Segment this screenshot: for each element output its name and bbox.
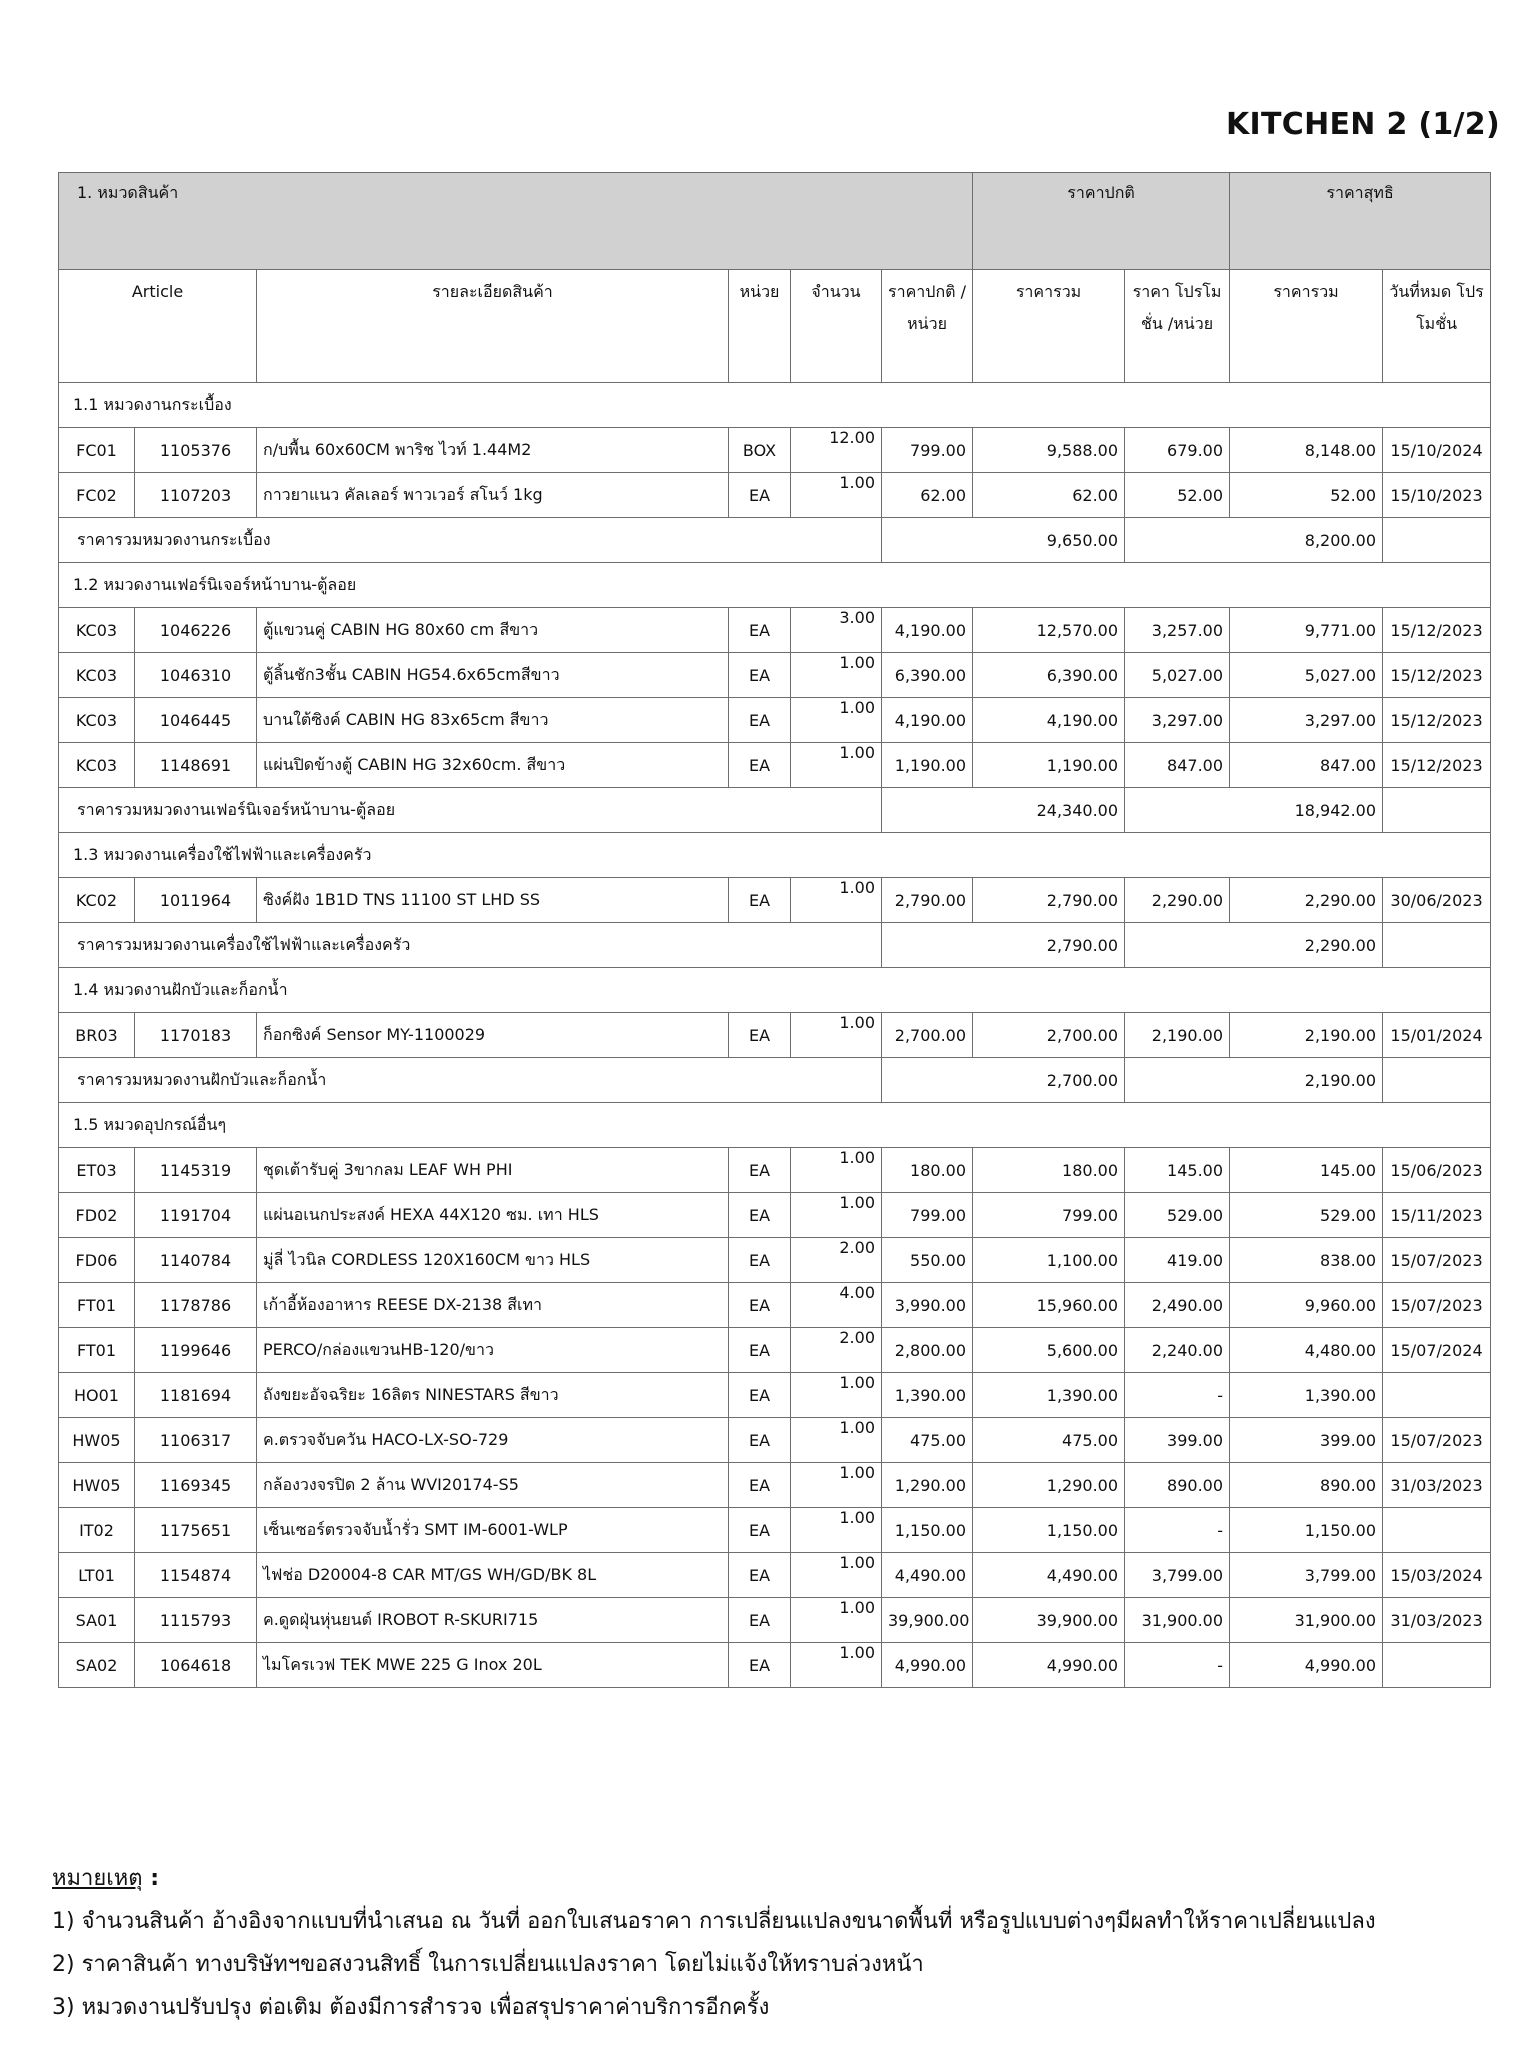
item-detail: ก็อกซิงค์ Sensor MY-1100029: [257, 1013, 729, 1058]
item-total: 1,100.00: [973, 1238, 1125, 1283]
item-net-total: 529.00: [1230, 1193, 1383, 1238]
item-article: 1046310: [135, 653, 257, 698]
subtotal-normal: 2,790.00: [882, 923, 1125, 968]
item-promo-price: -: [1125, 1373, 1230, 1418]
item-total: 1,290.00: [973, 1463, 1125, 1508]
col-net-total-header: ราคารวม: [1230, 270, 1383, 383]
item-detail: ชุดเต้ารับคู่ 3ขากลม LEAF WH PHI: [257, 1148, 729, 1193]
item-code: FD06: [59, 1238, 135, 1283]
item-detail: ตู้ลิ้นชัก3ชั้น CABIN HG54.6x65cmสีขาว: [257, 653, 729, 698]
note-line: 3) หมวดงานปรับปรุง ต่อเติม ต้องมีการสำรวจ เพื่อสรุปราคาค่าบริการอีกครั้ง: [52, 1995, 770, 2020]
item-unit-price: 4,990.00: [882, 1643, 973, 1688]
section-title: 1.5 หมวดอุปกรณ์อื่นๆ: [59, 1103, 1491, 1148]
item-qty: 1.00: [791, 878, 882, 923]
item-article: 1191704: [135, 1193, 257, 1238]
item-promo-end: 15/10/2023: [1383, 473, 1491, 518]
subtotal-empty: [1383, 788, 1491, 833]
notes-title: หมายเหตุ: [52, 1866, 143, 1891]
subtotal-normal: 9,650.00: [882, 518, 1125, 563]
col-unit-header: หน่วย: [729, 270, 791, 383]
item-promo-end: [1383, 1508, 1491, 1553]
item-article: 1115793: [135, 1598, 257, 1643]
item-article: 1107203: [135, 473, 257, 518]
item-code: KC03: [59, 698, 135, 743]
table-row: [59, 1463, 1491, 1508]
item-promo-end: [1383, 1373, 1491, 1418]
item-unit: EA: [729, 1283, 791, 1328]
item-total: 1,190.00: [973, 743, 1125, 788]
item-qty: 4.00: [791, 1283, 882, 1328]
item-net-total: 2,290.00: [1230, 878, 1383, 923]
item-detail: ถังขยะอัจฉริยะ 16ลิตร NINESTARS สีขาว: [257, 1373, 729, 1418]
item-detail: เก้าอี้ห้องอาหาร REESE DX-2138 สีเทา: [257, 1283, 729, 1328]
item-unit: EA: [729, 608, 791, 653]
item-unit-price: 4,190.00: [882, 608, 973, 653]
item-article: 1064618: [135, 1643, 257, 1688]
table-row: [59, 653, 1491, 698]
item-net-total: 8,148.00: [1230, 428, 1383, 473]
item-total: 15,960.00: [973, 1283, 1125, 1328]
item-promo-end: 15/03/2024: [1383, 1553, 1491, 1598]
item-promo-end: 15/07/2024: [1383, 1328, 1491, 1373]
item-code: BR03: [59, 1013, 135, 1058]
item-net-total: 2,190.00: [1230, 1013, 1383, 1058]
subtotal-label: ราคารวมหมวดงานฝักบัวและก็อกน้ำ: [59, 1058, 882, 1103]
item-unit: EA: [729, 1328, 791, 1373]
item-promo-price: 2,240.00: [1125, 1328, 1230, 1373]
subtotal-net: 2,290.00: [1125, 923, 1383, 968]
table-row: [59, 1328, 1491, 1373]
subtotal-empty: [1383, 1058, 1491, 1103]
item-net-total: 9,771.00: [1230, 608, 1383, 653]
item-detail: แผ่นปิดข้างตู้ CABIN HG 32x60cm. สีขาว: [257, 743, 729, 788]
table-row: [59, 1148, 1491, 1193]
item-article: 1145319: [135, 1148, 257, 1193]
item-code: FC01: [59, 428, 135, 473]
section-header-row: [59, 1103, 1491, 1148]
item-net-total: 1,150.00: [1230, 1508, 1383, 1553]
item-unit: EA: [729, 1418, 791, 1463]
table-row: [59, 698, 1491, 743]
item-net-total: 145.00: [1230, 1148, 1383, 1193]
col-promo-price-header: ราคา โปรโมชั่น /หน่วย: [1125, 270, 1230, 383]
page-title: KITCHEN 2 (1/2): [1226, 107, 1500, 142]
item-total: 4,190.00: [973, 698, 1125, 743]
item-unit-price: 799.00: [882, 428, 973, 473]
item-code: SA02: [59, 1643, 135, 1688]
table-row: [59, 1238, 1491, 1283]
subtotal-net: 2,190.00: [1125, 1058, 1383, 1103]
item-unit-price: 1,290.00: [882, 1463, 973, 1508]
item-promo-price: 5,027.00: [1125, 653, 1230, 698]
subtotal-net: 8,200.00: [1125, 518, 1383, 563]
item-total: 2,790.00: [973, 878, 1125, 923]
section-title: 1.2 หมวดงานเฟอร์นิเจอร์หน้าบาน-ตู้ลอย: [59, 563, 1491, 608]
item-promo-price: 3,257.00: [1125, 608, 1230, 653]
item-total: 4,990.00: [973, 1643, 1125, 1688]
table-row: [59, 1643, 1491, 1688]
section-header-row: [59, 833, 1491, 878]
item-unit-price: 1,390.00: [882, 1373, 973, 1418]
item-promo-price: 2,290.00: [1125, 878, 1230, 923]
item-qty: 1.00: [791, 1643, 882, 1688]
subtotal-label: ราคารวมหมวดงานเครื่องใช้ไฟฟ้าและเครื่องครัว: [59, 923, 882, 968]
col-qty-header: จำนวน: [791, 270, 882, 383]
section-title: 1.1 หมวดงานกระเบื้อง: [59, 383, 1491, 428]
item-code: HW05: [59, 1418, 135, 1463]
item-qty: 1.00: [791, 653, 882, 698]
item-qty: 1.00: [791, 1148, 882, 1193]
item-total: 1,150.00: [973, 1508, 1125, 1553]
item-promo-end: 15/12/2023: [1383, 608, 1491, 653]
item-promo-end: 15/01/2024: [1383, 1013, 1491, 1058]
item-total: 39,900.00: [973, 1598, 1125, 1643]
col-article-header: Article: [59, 270, 257, 383]
item-promo-price: 145.00: [1125, 1148, 1230, 1193]
item-detail: ซิงค์ฝัง 1B1D TNS 11100 ST LHD SS: [257, 878, 729, 923]
item-net-total: 9,960.00: [1230, 1283, 1383, 1328]
item-promo-end: 15/07/2023: [1383, 1418, 1491, 1463]
item-code: LT01: [59, 1553, 135, 1598]
item-total: 9,588.00: [973, 428, 1125, 473]
item-promo-price: 31,900.00: [1125, 1598, 1230, 1643]
item-promo-end: 15/12/2023: [1383, 698, 1491, 743]
item-unit: EA: [729, 1193, 791, 1238]
table-row: [59, 1373, 1491, 1418]
item-code: KC03: [59, 743, 135, 788]
item-total: 2,700.00: [973, 1013, 1125, 1058]
item-article: 1046445: [135, 698, 257, 743]
section-header-row: [59, 968, 1491, 1013]
section-title: 1.3 หมวดงานเครื่องใช้ไฟฟ้าและเครื่องครัว: [59, 833, 1491, 878]
item-promo-price: 399.00: [1125, 1418, 1230, 1463]
item-code: KC02: [59, 878, 135, 923]
item-net-total: 52.00: [1230, 473, 1383, 518]
net-price-header: ราคาสุทธิ: [1230, 173, 1491, 270]
item-total: 4,490.00: [973, 1553, 1125, 1598]
item-detail: ไมโครเวฟ TEK MWE 225 G Inox 20L: [257, 1643, 729, 1688]
item-code: FT01: [59, 1328, 135, 1373]
subtotal-normal: 24,340.00: [882, 788, 1125, 833]
section-header-row: [59, 563, 1491, 608]
col-unit-price-header: ราคาปกติ /หน่วย: [882, 270, 973, 383]
item-net-total: 3,799.00: [1230, 1553, 1383, 1598]
item-promo-price: 529.00: [1125, 1193, 1230, 1238]
table-row: [59, 1508, 1491, 1553]
item-qty: 2.00: [791, 1328, 882, 1373]
item-article: 1154874: [135, 1553, 257, 1598]
item-net-total: 31,900.00: [1230, 1598, 1383, 1643]
item-code: FD02: [59, 1193, 135, 1238]
item-unit: BOX: [729, 428, 791, 473]
item-detail: ไฟช่อ D20004-8 CAR MT/GS WH/GD/BK 8L: [257, 1553, 729, 1598]
table-row: [59, 743, 1491, 788]
item-detail: บานใต้ซิงค์ CABIN HG 83x65cm สีขาว: [257, 698, 729, 743]
item-unit-price: 6,390.00: [882, 653, 973, 698]
item-article: 1105376: [135, 428, 257, 473]
table-row: [59, 1598, 1491, 1643]
item-promo-price: 2,490.00: [1125, 1283, 1230, 1328]
item-detail: แผ่นอเนกประสงค์ HEXA 44X120 ซม. เทา HLS: [257, 1193, 729, 1238]
item-unit: EA: [729, 1373, 791, 1418]
item-unit-price: 1,190.00: [882, 743, 973, 788]
subtotal-empty: [1383, 923, 1491, 968]
item-unit: EA: [729, 1598, 791, 1643]
item-unit-price: 799.00: [882, 1193, 973, 1238]
item-promo-end: 15/06/2023: [1383, 1148, 1491, 1193]
item-unit: EA: [729, 653, 791, 698]
item-promo-end: 15/07/2023: [1383, 1238, 1491, 1283]
item-net-total: 4,990.00: [1230, 1643, 1383, 1688]
item-unit-price: 4,190.00: [882, 698, 973, 743]
table-header-row: [59, 270, 1491, 383]
item-code: SA01: [59, 1598, 135, 1643]
item-article: 1046226: [135, 608, 257, 653]
item-qty: 1.00: [791, 1553, 882, 1598]
table-row: [59, 428, 1491, 473]
item-code: IT02: [59, 1508, 135, 1553]
item-net-total: 3,297.00: [1230, 698, 1383, 743]
item-promo-price: 679.00: [1125, 428, 1230, 473]
item-qty: 1.00: [791, 1463, 882, 1508]
item-promo-price: 847.00: [1125, 743, 1230, 788]
table-row: [59, 1553, 1491, 1598]
item-promo-price: -: [1125, 1508, 1230, 1553]
item-unit: EA: [729, 743, 791, 788]
table-row: [59, 608, 1491, 653]
item-detail: ค.ดูดฝุ่นหุ่นยนต์ IROBOT R-SKURI715: [257, 1598, 729, 1643]
col-promo-end-header: วันที่หมด โปรโมชั่น: [1383, 270, 1491, 383]
item-unit-price: 62.00: [882, 473, 973, 518]
item-unit: EA: [729, 1508, 791, 1553]
table-row: [59, 1013, 1491, 1058]
item-unit: EA: [729, 1013, 791, 1058]
notes: [52, 1857, 1502, 2029]
subtotal-row: [59, 788, 1491, 833]
subtotal-row: [59, 923, 1491, 968]
item-code: FC02: [59, 473, 135, 518]
item-qty: 1.00: [791, 1013, 882, 1058]
section-title: 1.4 หมวดงานฝักบัวและก็อกน้ำ: [59, 968, 1491, 1013]
item-qty: 1.00: [791, 473, 882, 518]
table-row: [59, 1418, 1491, 1463]
subtotal-empty: [1383, 518, 1491, 563]
item-unit: EA: [729, 473, 791, 518]
item-article: 1178786: [135, 1283, 257, 1328]
item-total: 62.00: [973, 473, 1125, 518]
item-detail: ค.ตรวจจับควัน HACO-LX-SO-729: [257, 1418, 729, 1463]
item-qty: 1.00: [791, 1193, 882, 1238]
col-detail-header: รายละเอียดสินค้า: [257, 270, 729, 383]
item-code: HW05: [59, 1463, 135, 1508]
item-article: 1170183: [135, 1013, 257, 1058]
item-total: 1,390.00: [973, 1373, 1125, 1418]
item-article: 1140784: [135, 1238, 257, 1283]
item-net-total: 838.00: [1230, 1238, 1383, 1283]
item-detail: กาวยาแนว คัลเลอร์ พาวเวอร์ สโนว์ 1kg: [257, 473, 729, 518]
item-unit-price: 2,700.00: [882, 1013, 973, 1058]
item-promo-end: 15/12/2023: [1383, 743, 1491, 788]
item-code: KC03: [59, 653, 135, 698]
item-detail: มู่ลี่ ไวนิล CORDLESS 120X160CM ขาว HLS: [257, 1238, 729, 1283]
item-total: 475.00: [973, 1418, 1125, 1463]
item-qty: 1.00: [791, 698, 882, 743]
item-promo-end: 31/03/2023: [1383, 1463, 1491, 1508]
item-promo-end: [1383, 1643, 1491, 1688]
item-qty: 1.00: [791, 1508, 882, 1553]
item-promo-price: 3,799.00: [1125, 1553, 1230, 1598]
item-unit: EA: [729, 1238, 791, 1283]
item-unit: EA: [729, 1463, 791, 1508]
item-promo-price: 52.00: [1125, 473, 1230, 518]
quotation-table: [58, 172, 1491, 1688]
item-unit: EA: [729, 698, 791, 743]
item-qty: 3.00: [791, 608, 882, 653]
item-promo-end: 15/12/2023: [1383, 653, 1491, 698]
item-detail: ตู้แขวนคู่ CABIN HG 80x60 cm สีขาว: [257, 608, 729, 653]
item-unit-price: 2,790.00: [882, 878, 973, 923]
table-header-group-row: [59, 173, 1491, 270]
item-code: FT01: [59, 1283, 135, 1328]
item-qty: 12.00: [791, 428, 882, 473]
item-article: 1148691: [135, 743, 257, 788]
item-qty: 1.00: [791, 1598, 882, 1643]
subtotal-row: [59, 518, 1491, 563]
item-promo-price: 2,190.00: [1125, 1013, 1230, 1058]
col-total-header: ราคารวม: [973, 270, 1125, 383]
item-unit-price: 180.00: [882, 1148, 973, 1193]
item-detail: ก/บพื้น 60x60CM พาริช ไวท์ 1.44M2: [257, 428, 729, 473]
item-article: 1175651: [135, 1508, 257, 1553]
item-net-total: 847.00: [1230, 743, 1383, 788]
item-code: ET03: [59, 1148, 135, 1193]
item-promo-end: 31/03/2023: [1383, 1598, 1491, 1643]
item-code: KC03: [59, 608, 135, 653]
item-promo-price: 419.00: [1125, 1238, 1230, 1283]
item-net-total: 1,390.00: [1230, 1373, 1383, 1418]
item-unit-price: 475.00: [882, 1418, 973, 1463]
item-promo-end: 15/11/2023: [1383, 1193, 1491, 1238]
item-code: HO01: [59, 1373, 135, 1418]
item-qty: 1.00: [791, 1418, 882, 1463]
item-unit: EA: [729, 1553, 791, 1598]
item-article: 1181694: [135, 1373, 257, 1418]
item-unit: EA: [729, 1643, 791, 1688]
section-header-row: [59, 383, 1491, 428]
note-line: 1) จำนวนสินค้า อ้างอิงจากแบบที่นำเสนอ ณ วันที่ ออกใบเสนอราคา การเปลี่ยนแปลงขนาดพื้นที่ หรือรูปแบบต่างๆมีผลทำให้ราคาเปลี่ยนแปลง: [52, 1909, 1376, 1934]
item-unit-price: 2,800.00: [882, 1328, 973, 1373]
item-net-total: 4,480.00: [1230, 1328, 1383, 1373]
item-promo-price: 890.00: [1125, 1463, 1230, 1508]
notes-heading: [52, 1857, 1502, 1900]
item-unit: EA: [729, 1148, 791, 1193]
item-total: 6,390.00: [973, 653, 1125, 698]
item-total: 12,570.00: [973, 608, 1125, 653]
normal-price-header: ราคาปกติ: [973, 173, 1230, 270]
category-header: 1. หมวดสินค้า: [59, 173, 973, 270]
item-total: 180.00: [973, 1148, 1125, 1193]
item-total: 799.00: [973, 1193, 1125, 1238]
item-unit: EA: [729, 878, 791, 923]
item-qty: 1.00: [791, 743, 882, 788]
subtotal-label: ราคารวมหมวดงานเฟอร์นิเจอร์หน้าบาน-ตู้ลอย: [59, 788, 882, 833]
item-net-total: 890.00: [1230, 1463, 1383, 1508]
table-row: [59, 878, 1491, 923]
item-total: 5,600.00: [973, 1328, 1125, 1373]
table-row: [59, 473, 1491, 518]
item-qty: 1.00: [791, 1373, 882, 1418]
notes-colon: :: [142, 1866, 160, 1891]
item-net-total: 5,027.00: [1230, 653, 1383, 698]
item-promo-end: 15/07/2023: [1383, 1283, 1491, 1328]
item-unit-price: 4,490.00: [882, 1553, 973, 1598]
subtotal-net: 18,942.00: [1125, 788, 1383, 833]
item-unit-price: 3,990.00: [882, 1283, 973, 1328]
note-line: 2) ราคาสินค้า ทางบริษัทฯขอสงวนสิทธิ์ ในการเปลี่ยนแปลงราคา โดยไม่แจ้งให้ทราบล่วงหน้า: [52, 1952, 924, 1977]
item-promo-price: -: [1125, 1643, 1230, 1688]
item-detail: PERCO/กล่องแขวนHB-120/ขาว: [257, 1328, 729, 1373]
item-detail: กล้องวงจรปิด 2 ล้าน WVI20174-S5: [257, 1463, 729, 1508]
subtotal-row: [59, 1058, 1491, 1103]
table-row: [59, 1193, 1491, 1238]
item-article: 1011964: [135, 878, 257, 923]
item-article: 1169345: [135, 1463, 257, 1508]
item-unit-price: 1,150.00: [882, 1508, 973, 1553]
item-unit-price: 39,900.00: [882, 1598, 973, 1643]
item-qty: 2.00: [791, 1238, 882, 1283]
item-article: 1106317: [135, 1418, 257, 1463]
item-promo-price: 3,297.00: [1125, 698, 1230, 743]
item-net-total: 399.00: [1230, 1418, 1383, 1463]
table-body: [59, 383, 1491, 1688]
subtotal-label: ราคารวมหมวดงานกระเบื้อง: [59, 518, 882, 563]
item-promo-end: 30/06/2023: [1383, 878, 1491, 923]
item-unit-price: 550.00: [882, 1238, 973, 1283]
subtotal-normal: 2,700.00: [882, 1058, 1125, 1103]
item-detail: เซ็นเซอร์ตรวจจับน้ำรั่ว SMT IM-6001-WLP: [257, 1508, 729, 1553]
item-promo-end: 15/10/2024: [1383, 428, 1491, 473]
item-article: 1199646: [135, 1328, 257, 1373]
table-row: [59, 1283, 1491, 1328]
